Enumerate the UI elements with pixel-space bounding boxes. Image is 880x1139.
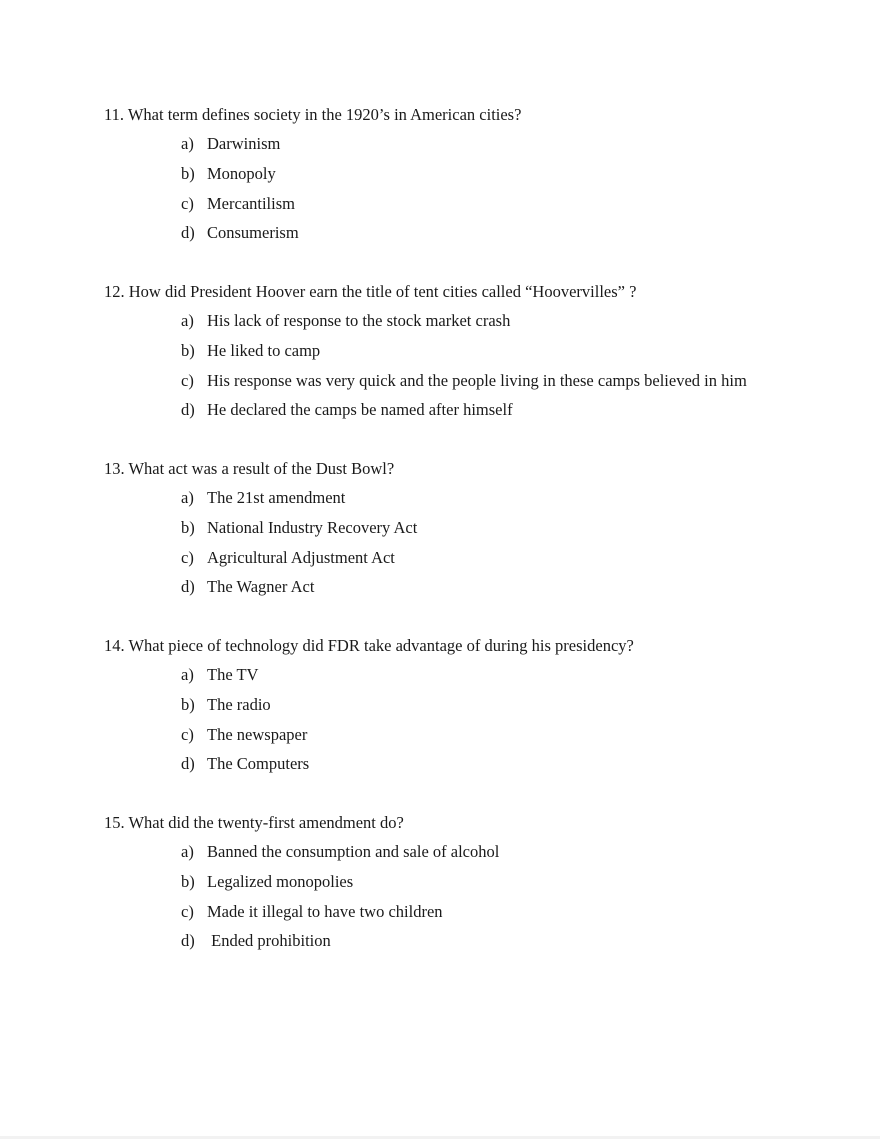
answer-option <box>181 513 844 543</box>
option-text: Consumerism <box>207 223 299 243</box>
option-text: His lack of response to the stock market crash <box>207 311 511 330</box>
option-letter: d) <box>181 754 195 774</box>
answer-option <box>181 660 844 690</box>
answer-option <box>181 572 844 602</box>
answer-option <box>181 189 844 219</box>
answer-option <box>181 483 844 513</box>
option-letter: a) <box>181 134 194 153</box>
answer-option <box>181 159 844 189</box>
answer-option <box>181 395 844 425</box>
answer-option <box>181 867 844 897</box>
option-letter: c) <box>181 901 194 921</box>
option-letter: c) <box>181 193 194 213</box>
option-text: The TV <box>207 665 259 684</box>
option-letter: a) <box>181 665 194 684</box>
option-letter: d) <box>181 577 195 597</box>
option-text: The Computers <box>207 754 310 774</box>
option-text: Banned the consumption and sale of alcohol <box>207 842 500 861</box>
answer-option <box>181 543 844 573</box>
answer-options <box>104 483 844 602</box>
question-14 <box>104 631 844 779</box>
option-text: The radio <box>207 694 271 714</box>
option-letter: b) <box>181 163 195 183</box>
answer-options <box>104 660 844 779</box>
question-11 <box>104 100 844 248</box>
option-text: Legalized monopolies <box>207 871 354 891</box>
option-text: Ended prohibition <box>207 931 331 951</box>
option-letter: d) <box>181 931 195 951</box>
option-letter: c) <box>181 547 194 567</box>
answer-option <box>181 336 844 366</box>
option-letter: b) <box>181 340 195 360</box>
option-text: Monopoly <box>207 163 276 183</box>
option-letter: c) <box>181 724 194 744</box>
answer-option <box>181 926 844 956</box>
question-text: 12. How did President Hoover earn the title of tent cities called “Hoovervilles” ? <box>104 282 637 301</box>
option-text: Mercantilism <box>207 193 295 213</box>
answer-options <box>104 306 844 425</box>
option-letter: a) <box>181 488 194 507</box>
option-letter: b) <box>181 871 195 891</box>
option-text: He liked to camp <box>207 340 321 360</box>
answer-option <box>181 306 844 336</box>
option-letter: d) <box>181 223 195 243</box>
answer-option <box>181 366 844 396</box>
answer-option <box>181 749 844 779</box>
question-text: 11. What term defines society in the 1920’s in American cities? <box>104 105 522 124</box>
option-text: Darwinism <box>207 134 281 153</box>
question-text: 15. What did the twenty-first amendment do? <box>104 813 404 832</box>
option-text: The 21st amendment <box>207 488 346 507</box>
answer-option <box>181 720 844 750</box>
question-13 <box>104 454 844 602</box>
option-letter: a) <box>181 842 194 861</box>
option-letter: a) <box>181 311 194 330</box>
option-text: His response was very quick and the people living in these camps believed in him <box>207 370 747 390</box>
option-letter: d) <box>181 400 195 420</box>
option-text: Agricultural Adjustment Act <box>207 547 395 567</box>
question-12 <box>104 277 844 425</box>
answer-option <box>181 837 844 867</box>
question-text: 14. What piece of technology did FDR take advantage of during his presidency? <box>104 636 634 655</box>
answer-option <box>181 897 844 927</box>
answer-option <box>181 690 844 720</box>
option-letter: b) <box>181 517 195 537</box>
answer-option <box>181 218 844 248</box>
option-letter: b) <box>181 694 195 714</box>
question-15 <box>104 808 844 956</box>
question-text: 13. What act was a result of the Dust Bowl? <box>104 459 395 478</box>
option-letter: c) <box>181 370 194 390</box>
option-text: National Industry Recovery Act <box>207 517 418 537</box>
option-text: Made it illegal to have two children <box>207 901 443 921</box>
answer-option <box>181 129 844 159</box>
option-text: The newspaper <box>207 724 308 744</box>
answer-options <box>104 129 844 248</box>
answer-options <box>104 837 844 956</box>
option-text: He declared the camps be named after himself <box>207 400 513 420</box>
option-text: The Wagner Act <box>207 577 315 597</box>
question-list <box>104 100 844 985</box>
